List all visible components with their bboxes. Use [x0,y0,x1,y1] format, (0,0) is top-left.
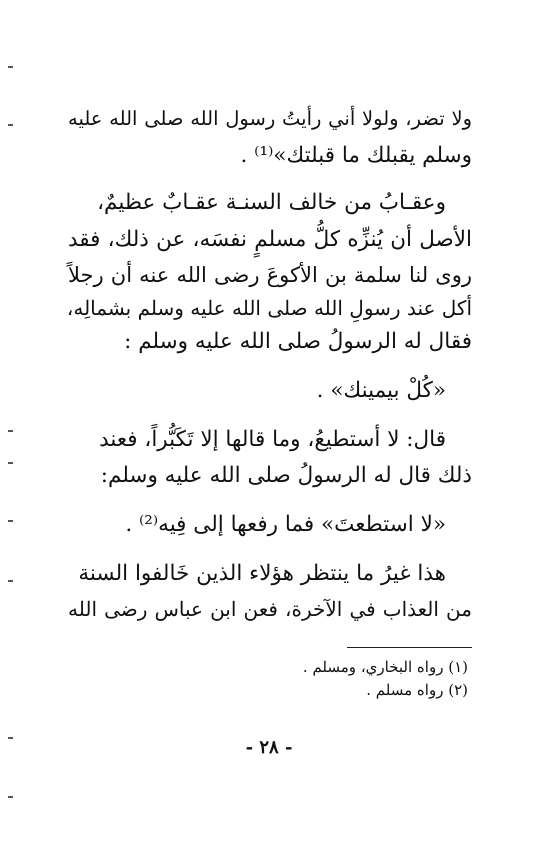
margin-mark [8,430,13,432]
footnote: (١) رواه البخاري، ومسلم . [302,658,468,676]
text-line: روى لنا سلمة بن الأكوعَ رضى الله عنه أن رجلاً [68,263,472,287]
text-line: ذلك قال له الرسولُ صلى الله عليه وسلم: [100,463,472,488]
text-line: ولا تضر، ولولا أني رأيتُ رسول الله صلى الله عليه [68,107,472,130]
margin-mark [8,520,13,522]
footnote-separator [347,647,472,648]
page-number: - ٢٨ - [245,737,293,758]
text-line: من العذاب في الآخرة، فعن ابن عباس رضى الله [68,597,472,621]
hadith-quote: «كُلْ بيمينك» . [316,378,446,403]
text-line: قال: لا أستطيعُ، وما قالها إلا تَكَبُّراً، فعند [99,427,446,452]
text-line: فقال له الرسولُ صلى الله عليه وسلم : [124,329,472,354]
hadith-quote: «لا استطعتَ» فما رفعها إلى فِيه⁽²⁾ . [125,512,446,537]
margin-mark [8,462,13,464]
margin-mark [8,124,13,126]
margin-mark [8,66,13,68]
footnote: (٢) رواه مسلم . [366,681,468,699]
text-line: أكل عند رسولِ الله صلى الله عليه وسلم بشمالِه، [66,296,472,320]
margin-mark [8,580,13,582]
text-line: هذا غيرُ ما ينتظر هؤلاء الذين خَالفوا السنة [78,561,446,586]
margin-mark [8,796,13,798]
text-line: وعقـابُ من خالف السنـة عقـابٌ عظيمٌ، [97,190,446,215]
text-line: وسلم يقبلك ما قبلتك»⁽¹⁾ . [240,143,472,168]
text-line: الأصل أن يُنزِّه كلُّ مسلمٍ نفسَه، عن ذلك، فقد [68,227,472,252]
